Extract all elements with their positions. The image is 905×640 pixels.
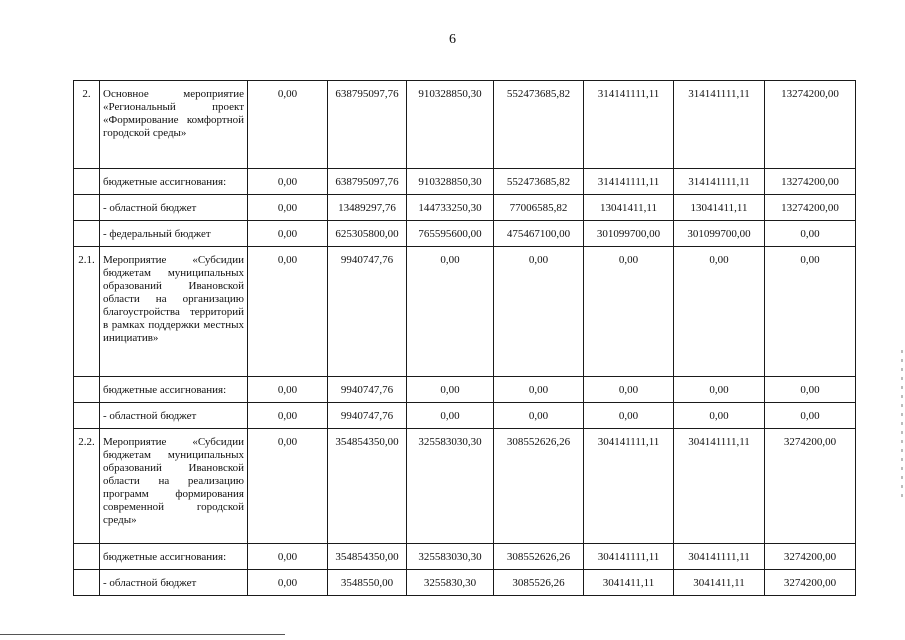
row-name: бюджетные ассигнования: [100,377,248,403]
amount-cell: 0,00 [584,403,674,429]
row-name: бюджетные ассигнования: [100,169,248,195]
amount-cell: 9940747,76 [328,403,407,429]
amount-cell: 0,00 [765,377,856,403]
amount-cell: 0,00 [765,247,856,377]
amount-cell: 13041411,11 [584,195,674,221]
row-number [74,403,100,429]
amount-cell: 0,00 [248,81,328,169]
page-number: 6 [449,32,456,47]
amount-cell: 304141111,11 [674,544,765,570]
amount-cell: 0,00 [407,403,494,429]
footer-rule [0,634,285,635]
table-row [74,570,856,596]
amount-cell: 0,00 [674,247,765,377]
amount-cell: 625305800,00 [328,221,407,247]
amount-cell: 3274200,00 [765,570,856,596]
table-row [74,81,856,169]
amount-cell: 638795097,76 [328,169,407,195]
row-number [74,544,100,570]
amount-cell: 765595600,00 [407,221,494,247]
amount-cell: 354854350,00 [328,544,407,570]
amount-cell: 314141111,11 [584,169,674,195]
amount-cell: 910328850,30 [407,169,494,195]
amount-cell: 144733250,30 [407,195,494,221]
amount-cell: 3085526,26 [494,570,584,596]
row-name: бюджетные ассигнования: [100,544,248,570]
amount-cell: 552473685,82 [494,81,584,169]
amount-cell: 13489297,76 [328,195,407,221]
table-row [74,429,856,544]
row-number [74,377,100,403]
amount-cell: 301099700,00 [674,221,765,247]
amount-cell: 325583030,30 [407,544,494,570]
table-row [74,403,856,429]
amount-cell: 9940747,76 [328,247,407,377]
amount-cell: 3274200,00 [765,544,856,570]
amount-cell: 314141111,11 [674,169,765,195]
amount-cell: 13274200,00 [765,195,856,221]
amount-cell: 0,00 [248,169,328,195]
amount-cell: 0,00 [248,570,328,596]
row-name: - областной бюджет [100,195,248,221]
amount-cell: 13274200,00 [765,169,856,195]
row-number: 2.1. [74,247,100,377]
amount-cell: 0,00 [584,377,674,403]
amount-cell: 552473685,82 [494,169,584,195]
table-row [74,169,856,195]
amount-cell: 0,00 [765,221,856,247]
row-number [74,570,100,596]
amount-cell: 0,00 [584,247,674,377]
scan-edge-marks [901,350,903,500]
table-row [74,221,856,247]
table-row [74,377,856,403]
amount-cell: 0,00 [248,377,328,403]
amount-cell: 308552626,26 [494,429,584,544]
amount-cell: 0,00 [674,403,765,429]
amount-cell: 0,00 [407,247,494,377]
amount-cell: 304141111,11 [584,544,674,570]
amount-cell: 301099700,00 [584,221,674,247]
amount-cell: 304141111,11 [584,429,674,544]
table-row [74,544,856,570]
amount-cell: 0,00 [674,377,765,403]
row-name: Мероприятие «Субсидии бюджетам муниципальных образований Ивановской области на реализацию программ формирования современной городской среды» [100,429,248,544]
row-name: - федеральный бюджет [100,221,248,247]
row-number [74,221,100,247]
budget-table [73,80,856,596]
amount-cell: 3255830,30 [407,570,494,596]
amount-cell: 308552626,26 [494,544,584,570]
amount-cell: 314141111,11 [674,81,765,169]
row-name: - областной бюджет [100,403,248,429]
row-number: 2.2. [74,429,100,544]
amount-cell: 0,00 [494,247,584,377]
row-name: Мероприятие «Субсидии бюджетам муниципальных образований Ивановской области на организацию благоустройства территорий в рамках поддержки местных инициатив» [100,247,248,377]
amount-cell: 354854350,00 [328,429,407,544]
amount-cell: 3041411,11 [674,570,765,596]
row-name: Основное мероприятие «Региональный проект «Формирование комфортной городской среды» [100,81,248,169]
amount-cell: 0,00 [248,195,328,221]
row-number: 2. [74,81,100,169]
amount-cell: 0,00 [494,377,584,403]
amount-cell: 304141111,11 [674,429,765,544]
amount-cell: 0,00 [248,403,328,429]
amount-cell: 325583030,30 [407,429,494,544]
row-name: - областной бюджет [100,570,248,596]
amount-cell: 475467100,00 [494,221,584,247]
amount-cell: 638795097,76 [328,81,407,169]
table-body [74,81,856,596]
amount-cell: 0,00 [248,429,328,544]
table-row [74,195,856,221]
amount-cell: 0,00 [248,221,328,247]
amount-cell: 0,00 [765,403,856,429]
row-number [74,169,100,195]
amount-cell: 314141111,11 [584,81,674,169]
amount-cell: 3274200,00 [765,429,856,544]
table-row [74,247,856,377]
amount-cell: 0,00 [407,377,494,403]
row-number [74,195,100,221]
amount-cell: 13041411,11 [674,195,765,221]
amount-cell: 0,00 [248,544,328,570]
amount-cell: 77006585,82 [494,195,584,221]
amount-cell: 3041411,11 [584,570,674,596]
amount-cell: 9940747,76 [328,377,407,403]
amount-cell: 0,00 [494,403,584,429]
amount-cell: 0,00 [248,247,328,377]
amount-cell: 910328850,30 [407,81,494,169]
amount-cell: 13274200,00 [765,81,856,169]
amount-cell: 3548550,00 [328,570,407,596]
